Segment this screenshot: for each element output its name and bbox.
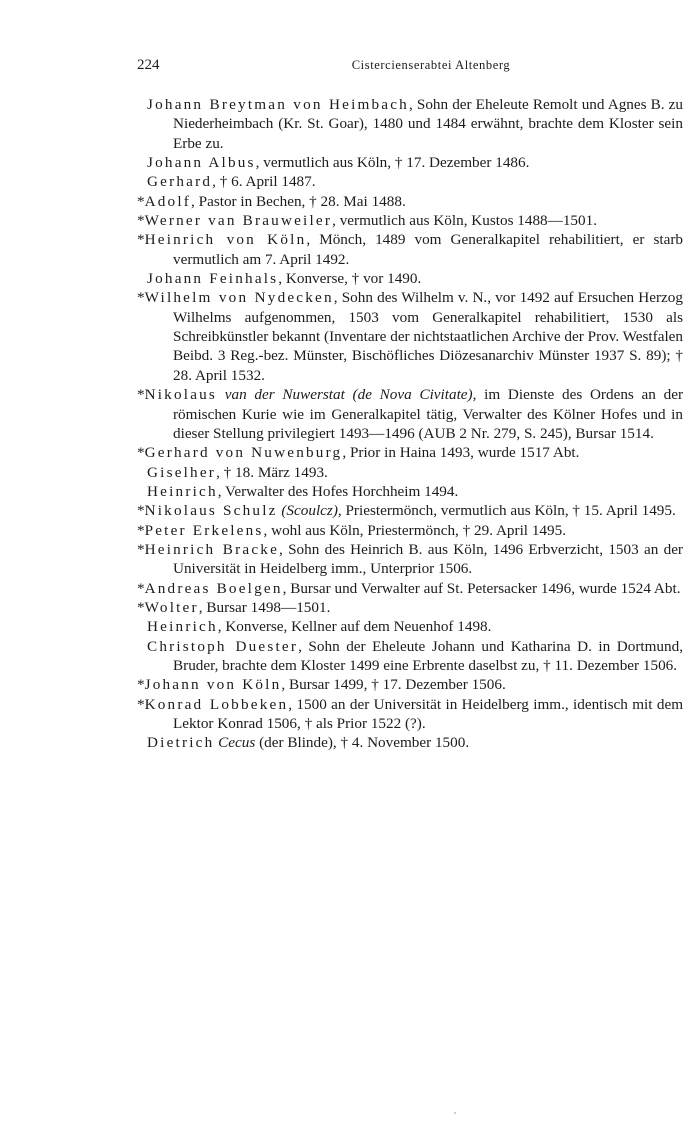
running-title: Cistercienserabtei Altenberg: [351, 58, 511, 72]
entry-name: Dietrich: [147, 734, 215, 752]
star-mark: *: [137, 386, 145, 404]
entry-name: Gerhard: [147, 173, 213, 191]
star-mark: *: [137, 502, 145, 520]
entry-name: Giselher: [147, 463, 217, 481]
list-item: [137, 463, 683, 482]
list-item: [137, 153, 683, 172]
list-item: [137, 695, 683, 734]
entry-text: , Prior in Haina 1493, wurde 1517 Abt.: [342, 444, 580, 462]
entry-text: , Konverse, † vor 1490.: [278, 270, 422, 288]
entry-name: Konrad Lobbeken: [144, 695, 289, 713]
entry-text: , Sohn des Wilhelm v. N., vor 1492 auf Ersuchen Herzog Wilhelms aufgenommen, 1503 vom Generalkapitel rehabilitiert, 1530 als Schreibkünstler bekannt (Inventare der nichtstaatlichen Archive der Prov. Westfalen Beibd. 3 Reg.-bez. Münster, Bischöfliches Diözesanarchiv Münster 1937 S. 89); † 28. April 1532.: [173, 289, 683, 384]
entry-text: , Bursar und Verwalter auf St. Petersacker 1496, wurde 1524 Abt.: [282, 579, 681, 597]
star-mark: *: [137, 540, 145, 558]
list-item: [137, 540, 683, 579]
list-item: [137, 443, 683, 462]
entry-name: Werner van Brauweiler: [144, 212, 333, 230]
entry-name: Wolter: [144, 598, 199, 616]
list-item: [137, 598, 683, 617]
star-mark: *: [137, 579, 145, 597]
star-mark: *: [137, 444, 145, 462]
entry-name-variant: Cecus: [214, 734, 256, 752]
entry-text: , Bursar 1499, † 17. Dezember 1506.: [281, 676, 506, 694]
list-item: [137, 482, 683, 501]
list-item: [137, 637, 683, 676]
entry-list: [137, 95, 683, 753]
list-item: [137, 172, 683, 191]
list-item: [137, 579, 683, 598]
entry-name: Christoph Duester: [147, 637, 299, 655]
entry-name: Nikolaus: [144, 386, 218, 404]
entry-name: Nikolaus Schulz: [144, 502, 278, 520]
list-item: [137, 521, 683, 540]
entry-name: Gerhard von Nuwenburg: [144, 444, 343, 462]
entry-text: , † 6. April 1487.: [212, 173, 316, 191]
star-mark: *: [137, 192, 145, 210]
entry-name: Johann von Köln: [144, 676, 282, 694]
list-item: [137, 288, 683, 385]
page-number: 224: [137, 57, 160, 73]
entry-name: Heinrich von Köln: [144, 231, 307, 249]
entry-name: Heinrich: [147, 618, 218, 636]
entry-name: Johann Albus: [147, 154, 256, 172]
star-mark: *: [137, 289, 145, 307]
entry-name: Peter Erkelens: [144, 521, 264, 539]
list-item: [137, 385, 683, 443]
entry-text: , vermutlich aus Köln, † 17. Dezember 1486.: [255, 154, 530, 172]
entry-text: , Sohn der Eheleute Johann und Katharina D. in Dortmund, Bruder, brachte dem Kloster 1499 eine Erbrente daselbst zu, † 11. Dezember 1506.: [173, 637, 683, 674]
list-item: [137, 501, 683, 520]
list-item: [137, 675, 683, 694]
star-mark: *: [137, 676, 145, 694]
entry-name: Heinrich: [147, 482, 218, 500]
entry-name: Andreas Boelgen: [144, 579, 283, 597]
entry-text: (der Blinde), † 4. November 1500.: [255, 734, 470, 752]
entry-name: Wilhelm von Nydecken: [144, 289, 334, 307]
list-item: [137, 192, 683, 211]
entry-name: Johann Breytman von Heimbach: [147, 96, 409, 113]
list-item: [137, 617, 683, 636]
scan-speck: [454, 1112, 456, 1114]
list-item: [137, 211, 683, 230]
entry-text: , vermutlich aus Köln, Kustos 1488—1501.: [332, 212, 598, 230]
star-mark: *: [137, 695, 145, 713]
entry-text: , Priestermönch, vermutlich aus Köln, † 15. April 1495.: [337, 502, 676, 520]
entry-name-variant: (Scoulcz): [277, 502, 338, 520]
star-mark: *: [137, 231, 145, 249]
entry-text: , † 18. März 1493.: [216, 463, 328, 481]
list-item: [137, 230, 683, 269]
list-item: [137, 269, 683, 288]
star-mark: *: [137, 598, 145, 616]
entry-name: Johann Feinhals: [147, 270, 279, 288]
entry-name: Heinrich Bracke: [144, 540, 280, 558]
list-item: [137, 733, 683, 752]
page-header: [137, 57, 685, 77]
entry-text: , Konverse, Kellner auf dem Neuenhof 1498.: [217, 618, 492, 636]
entry-text: , Verwalter des Hofes Horchheim 1494.: [217, 482, 459, 500]
entry-text: , Sohn des Heinrich B. aus Köln, 1496 Erbverzicht, 1503 an der Universität in Heidelberg imm., Unterprior 1506.: [173, 540, 683, 578]
list-item: [137, 95, 683, 153]
entry-text: , wohl aus Köln, Priestermönch, † 29. April 1495.: [263, 521, 566, 539]
star-mark: *: [137, 212, 145, 230]
entry-name-variant: van der Nuwerstat (de Nova Civitate): [217, 386, 473, 404]
entry-text: , Sohn der Eheleute Remolt und Agnes B. zu Niederheimbach (Kr. St. Goar), 1480 und 1484 erwähnt, brachte dem Kloster sein Erbe zu.: [173, 96, 683, 152]
entry-text: , Mönch, 1489 vom Generalkapitel rehabilitiert, er starb vermutlich am 7. April 1492.: [173, 231, 683, 268]
entry-text: , Pastor in Bechen, † 28. Mai 1488.: [191, 192, 406, 210]
entry-text: , im Dienste des Ordens an der römischen Kurie wie im Generalkapitel tätig, Verwalter des Kölner Hofes und in dieser Stellung privilegiert 1493—1496 (AUB 2 Nr. 279, S. 245), Bursar 1514.: [173, 386, 684, 442]
entry-name: Adolf: [144, 192, 192, 210]
entry-text: , 1500 an der Universität in Heidelberg imm., identisch mit dem Lektor Konrad 1506, † als Prior 1522 (?).: [173, 695, 684, 732]
entry-text: , Bursar 1498—1501.: [198, 598, 331, 616]
star-mark: *: [137, 521, 145, 539]
